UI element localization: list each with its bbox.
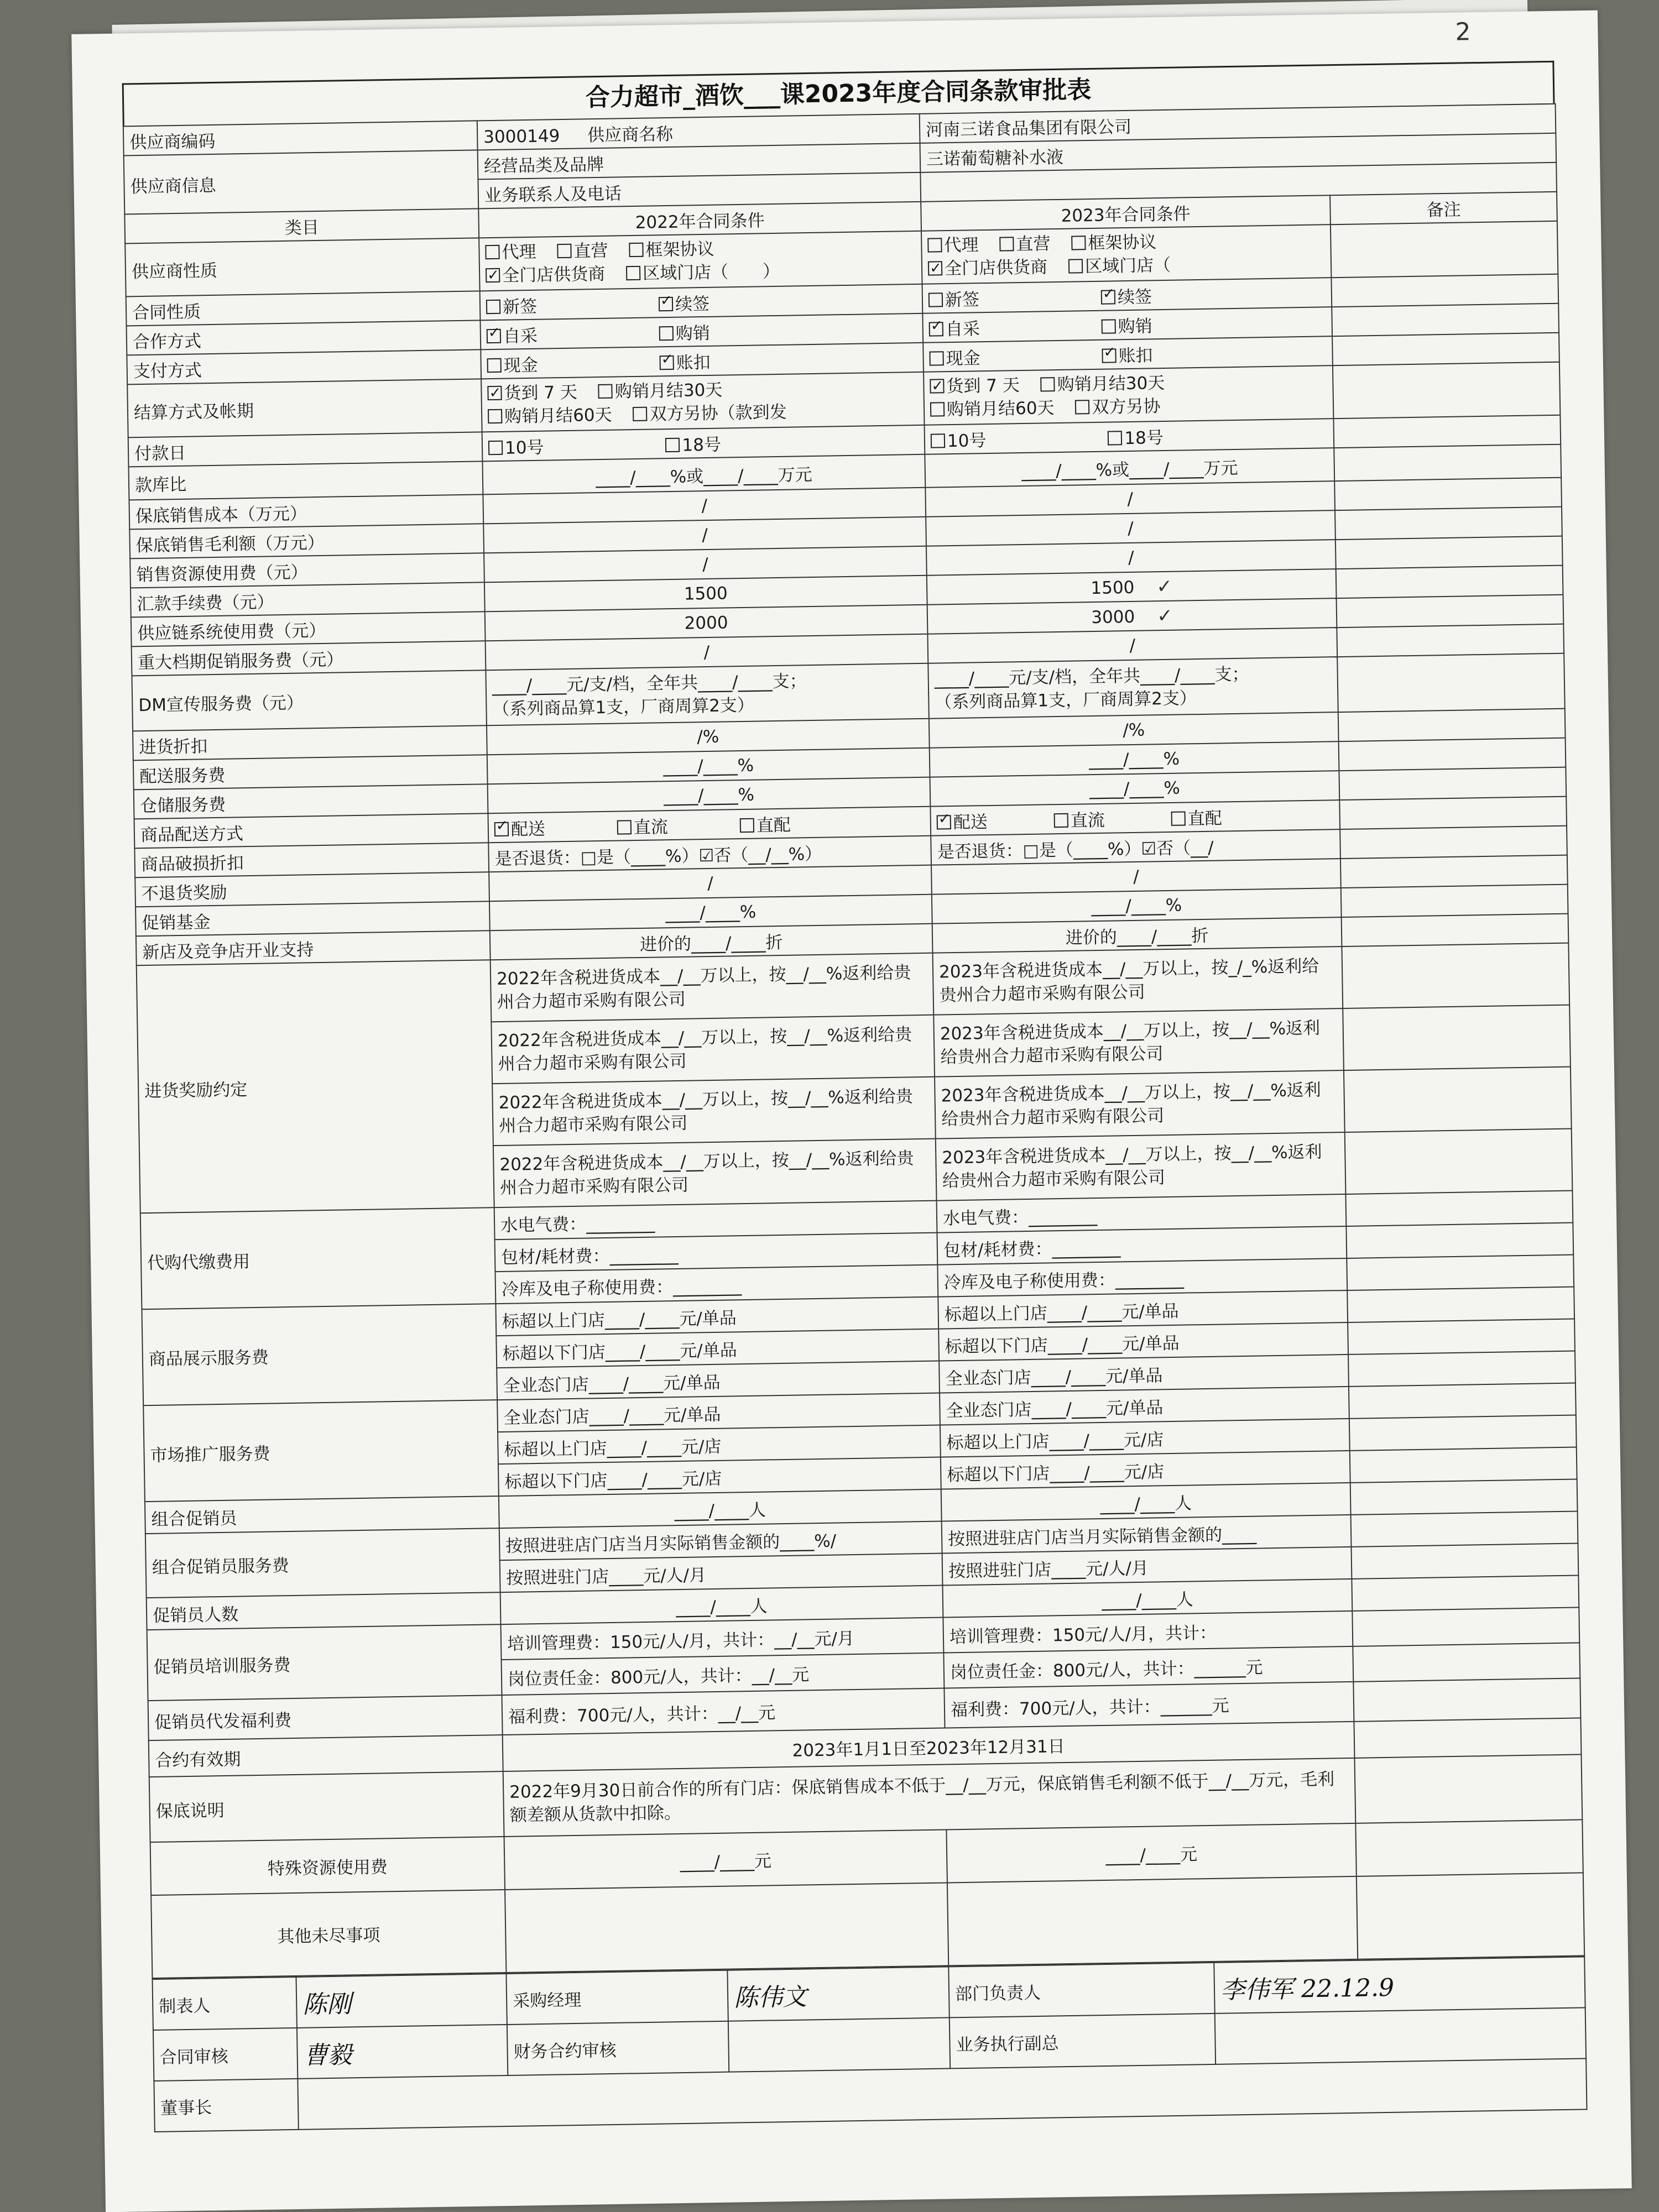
min-margin-2023: / xyxy=(926,510,1335,546)
note-cell xyxy=(1340,826,1567,859)
display-2022-1: 标超以上门店____/____元/单品 xyxy=(495,1297,938,1336)
checkbox-icon xyxy=(488,409,502,423)
display-2023-1: 标超以上门店____/____元/单品 xyxy=(938,1290,1348,1329)
valid-period: 2023年1月1日至2023年12月31日 xyxy=(503,1722,1355,1771)
payday-2022: 10号 18号 xyxy=(482,425,925,462)
contact-label: 业务联系人及电话 xyxy=(478,172,921,209)
form-title: 合力超市_酒饮___课2023年度合同条款审批表 xyxy=(122,61,1555,126)
row-label-noreturn: 不退货奖励 xyxy=(135,872,489,907)
note-cell xyxy=(1337,595,1564,627)
checked-box-icon xyxy=(494,822,509,836)
checkbox-icon xyxy=(929,351,943,365)
note-cell xyxy=(1346,1223,1573,1258)
delivery-fee-2023: ____/____% xyxy=(930,741,1339,777)
contract-2022: 新签✓ 续签 xyxy=(480,284,923,321)
dist-2023: ✓ 配送 直流 直配 xyxy=(930,800,1340,836)
welfare-2023: 福利费：700元/人，共计：______元 xyxy=(944,1682,1354,1728)
checkbox-icon xyxy=(928,292,943,307)
checkbox-icon xyxy=(927,238,942,252)
checkbox-icon xyxy=(487,358,502,373)
other-2023 xyxy=(947,1876,1358,1966)
checkbox-icon xyxy=(1071,236,1086,250)
note-cell xyxy=(1345,1191,1573,1226)
noreturn-2023: / xyxy=(931,859,1341,895)
reward-2023-3: 2023年含税进货成本__/__万以上，按__/__%返利给贵州合力超市采购有限公司 xyxy=(935,1070,1345,1139)
combo-2023: ____/____人 xyxy=(941,1483,1351,1521)
supplier-name-label: 供应商名称 xyxy=(587,124,674,146)
checkbox-icon xyxy=(1041,377,1055,391)
reward-2023-4: 2023年含税进货成本__/__万以上，按__/__%返利给贵州合力超市采购有限公司 xyxy=(936,1132,1346,1201)
reward-2022-3: 2022年含税进货成本__/__万以上，按__/__%返利给贵州合力超市采购有限公司 xyxy=(492,1077,936,1146)
row-label-fund: 促销基金 xyxy=(135,901,490,936)
damage-2022: 是否退货：□是（____%）☑否（__/__%） xyxy=(488,836,931,872)
row-label-resource: 销售资源使用费（元） xyxy=(130,553,484,588)
chain-2023: 3000 ✓ xyxy=(927,598,1337,634)
promoter-2023: ____/____人 xyxy=(942,1579,1352,1618)
checkbox-icon xyxy=(659,326,674,341)
market-2022-2: 标超以上门店____/____元/店 xyxy=(498,1425,941,1465)
maker-signature: 陈刚 xyxy=(296,1974,507,2028)
checkbox-icon xyxy=(617,820,632,834)
brand-value: 三诺葡萄糖补水液 xyxy=(920,133,1557,172)
note-cell xyxy=(1335,507,1562,540)
handwritten-check-icon: ✓ xyxy=(1156,575,1173,598)
row-label-market: 市场推广服务费 xyxy=(143,1400,499,1502)
checkbox-icon xyxy=(931,433,945,448)
nature-2022: 代理 直营 框架协议 ✓全门店供货商 区域门店（ ） xyxy=(479,231,922,291)
note-cell xyxy=(1342,914,1569,946)
coop-2023: ✓ 自采 购销 xyxy=(922,307,1332,343)
row-label-train: 促销员培训服务费 xyxy=(147,1624,502,1701)
vp-label: 业务执行副总 xyxy=(950,2014,1215,2069)
row-label-chain: 供应链系统使用费（元） xyxy=(131,611,486,646)
buy-manager-label: 采购经理 xyxy=(506,1970,728,2025)
supplier-name: 河南三诺食品集团有限公司 xyxy=(920,104,1556,143)
display-2022-3: 全业态门店____/____元/单品 xyxy=(497,1361,940,1400)
row-label-damage: 商品破损折扣 xyxy=(134,843,489,877)
checked-box-icon xyxy=(928,261,942,275)
market-2023-2: 标超以上门店____/____元/店 xyxy=(940,1419,1350,1457)
note-cell xyxy=(1339,767,1566,800)
chairman-label: 董事长 xyxy=(154,2079,298,2132)
resource-2022: / xyxy=(484,546,927,583)
audit-signature: 曹毅 xyxy=(297,2025,508,2079)
checkbox-icon xyxy=(486,300,500,314)
reward-2022-1: 2022年含税进货成本__/__万以上，按__/__%返利给贵州合力超市采购有限公司 xyxy=(491,953,934,1022)
note-cell xyxy=(1352,1575,1579,1610)
display-2023-2: 标超以下门店____/____元/单品 xyxy=(938,1322,1348,1361)
pay-2022: 现金✓ 账扣 xyxy=(481,343,924,379)
note-cell xyxy=(1338,709,1566,741)
reward-2022-2: 2022年含税进货成本__/__万以上，按__/__%返利给贵州合力超市采购有限公司 xyxy=(491,1015,935,1084)
row-label-promo: 重大档期促销服务费（元） xyxy=(132,641,486,676)
combo-fee-2023-1: 按照进驻店门店当月实际销售金额的____ xyxy=(942,1515,1352,1554)
note-cell xyxy=(1335,536,1563,569)
other-2022 xyxy=(505,1882,948,1973)
checkbox-icon xyxy=(665,438,680,452)
row-label-contract: 合同性质 xyxy=(126,291,481,326)
proxy-2023-1: 水电气费：________ xyxy=(937,1194,1347,1233)
maker-label: 制表人 xyxy=(153,1977,297,2030)
note-cell xyxy=(1333,415,1561,448)
row-label-special: 特殊资源使用费 xyxy=(150,1837,505,1895)
display-2022-2: 标超以下门店____/____元/单品 xyxy=(496,1329,939,1368)
note-cell xyxy=(1349,1383,1576,1419)
train-2022-1: 培训管理费：150元/人/月，共计：__/__元/月 xyxy=(500,1618,943,1660)
checkbox-icon xyxy=(488,441,503,455)
note-cell xyxy=(1353,1643,1580,1681)
checkbox-icon xyxy=(1171,811,1186,825)
dept-head-signature: 李伟军 22.12.9 xyxy=(1214,1957,1585,2014)
note-cell xyxy=(1339,738,1566,771)
min-cost-2022: / xyxy=(483,488,926,524)
supplier-info-label: 供应商信息 xyxy=(124,150,479,214)
special-2022: ____/____元 xyxy=(504,1829,947,1890)
note-cell xyxy=(1337,624,1564,657)
row-label-dm: DM宣传服务费（元） xyxy=(132,670,486,731)
settle-2023: ✓货到 7 天 购销月结30天 购销月结60天 双方另协 xyxy=(924,365,1333,425)
row-label-min-margin: 保底销售毛利额（万元） xyxy=(129,524,484,558)
finance-signature xyxy=(728,2017,950,2072)
checkbox-icon xyxy=(633,407,647,421)
checked-box-icon xyxy=(1101,290,1115,304)
pay-2023: 现金✓ 账扣 xyxy=(923,336,1333,372)
checkbox-icon xyxy=(629,243,643,257)
buy-manager-signature: 陈伟文 xyxy=(727,1967,949,2021)
proxy-2023-2: 包材/耗材费：________ xyxy=(937,1226,1347,1265)
note-cell xyxy=(1331,221,1558,278)
reward-2023-1: 2023年含税进货成本__/__万以上，按_/_%返利给贵州合力超市采购有限公司 xyxy=(933,946,1343,1015)
checkbox-icon xyxy=(999,237,1014,251)
combo-fee-2023-2: 按照进驻门店____元/人/月 xyxy=(942,1547,1352,1586)
train-2023-1: 培训管理费：150元/人/月，共计： xyxy=(943,1611,1353,1653)
checkbox-icon xyxy=(1068,259,1083,273)
checked-box-icon xyxy=(486,268,500,283)
row-label-proxy: 代购代缴费用 xyxy=(140,1207,496,1309)
approval-form-page xyxy=(71,11,1632,2212)
row-label-newstore: 新店及竞争店开业支持 xyxy=(136,930,491,965)
note-cell xyxy=(1348,1351,1575,1387)
row-label-settle: 结算方式及帐期 xyxy=(127,379,482,437)
note-cell xyxy=(1340,855,1568,888)
checkbox-icon xyxy=(1075,400,1089,414)
row-label-combo: 组合促销员 xyxy=(145,1496,499,1534)
note-cell xyxy=(1355,1819,1583,1876)
checked-box-icon xyxy=(659,355,674,370)
note-cell xyxy=(1332,304,1559,336)
approval-table xyxy=(123,103,1585,1979)
note-cell xyxy=(1341,885,1568,917)
ratio-2023: ____/____%或____/____万元 xyxy=(925,448,1334,488)
corner-page-note: 2 xyxy=(1455,18,1471,46)
newstore-2022: 进价的____/____折 xyxy=(490,924,933,960)
checkbox-icon xyxy=(930,402,945,416)
newstore-2023: 进价的____/____折 xyxy=(932,917,1342,953)
row-label-reward: 进货奖励约定 xyxy=(137,960,494,1213)
note-cell xyxy=(1351,1543,1578,1578)
note-cell xyxy=(1348,1319,1575,1355)
checked-box-icon xyxy=(929,322,943,336)
storage-2023: ____/____% xyxy=(930,771,1340,807)
payday-2023: 10号 18号 xyxy=(925,419,1334,454)
audit-label: 合同审核 xyxy=(153,2028,298,2081)
row-label-discount: 进货折扣 xyxy=(133,725,487,760)
dm-2023: ____/____元/支/档，全年共____/____支； （系列商品算1支，厂商周算2支） xyxy=(928,657,1338,719)
row-label-remit: 汇款手续费（元） xyxy=(131,582,485,617)
category-label: 类目 xyxy=(124,208,479,243)
coop-2022: ✓ 自采 购销 xyxy=(480,313,923,350)
dept-head-label: 部门负责人 xyxy=(948,1963,1214,2018)
note-cell xyxy=(1353,1678,1580,1721)
vp-signature xyxy=(1215,2007,1586,2064)
checkbox-icon xyxy=(485,245,499,259)
promoter-2022: ____/____人 xyxy=(500,1586,943,1625)
proxy-2023-3: 冷库及电子称使用费：________ xyxy=(937,1258,1347,1297)
row-label-guarantee: 保底说明 xyxy=(149,1771,504,1842)
note-cell xyxy=(1342,943,1569,1008)
note-cell xyxy=(1344,1067,1572,1132)
combo-2022: ____/____人 xyxy=(499,1489,942,1529)
checkbox-icon xyxy=(1054,813,1068,828)
checked-box-icon xyxy=(659,297,673,311)
special-2023: ____/____元 xyxy=(946,1823,1356,1883)
note-cell xyxy=(1339,797,1567,829)
resource-2023: / xyxy=(926,540,1336,576)
checked-box-icon xyxy=(487,386,502,400)
note-cell xyxy=(1345,1129,1573,1194)
proxy-2022-1: 水电气费：________ xyxy=(494,1201,937,1240)
note-cell xyxy=(1343,1005,1571,1070)
fund-2023: ____/____% xyxy=(932,888,1342,924)
row-label-promoter: 促销员人数 xyxy=(147,1592,501,1630)
delivery-fee-2022: ____/____% xyxy=(487,748,930,785)
proxy-2022-2: 包材/耗材费：________ xyxy=(495,1233,938,1272)
min-margin-2022: / xyxy=(483,517,926,553)
note-cell xyxy=(1347,1255,1574,1290)
checked-box-icon xyxy=(1102,348,1116,363)
note-cell xyxy=(1334,478,1562,510)
contract-2023: 新签✓ 续签 xyxy=(922,278,1332,313)
combo-fee-2022-2: 按照进驻门店____元/人/月 xyxy=(500,1554,943,1593)
checked-box-icon xyxy=(937,815,951,829)
column-2023: 2023年合同条件 xyxy=(921,195,1331,231)
checkbox-icon xyxy=(1108,431,1122,445)
row-label-pay: 支付方式 xyxy=(127,349,481,384)
note-cell xyxy=(1354,1754,1582,1823)
dm-2022: ____/____元/支/档，全年共____/____支； （系列商品算1支，厂商周算2支） xyxy=(486,663,928,726)
finance-label: 财务合约审核 xyxy=(507,2021,729,2075)
row-label-valid: 合约有效期 xyxy=(149,1735,503,1777)
checkbox-icon xyxy=(740,818,754,833)
row-label-delivery-fee: 配送服务费 xyxy=(133,755,488,789)
row-label-display: 商品展示服务费 xyxy=(142,1304,497,1405)
checkbox-icon xyxy=(557,244,571,258)
remit-2022: 1500 xyxy=(484,576,927,612)
proxy-2022-3: 冷库及电子称使用费：________ xyxy=(495,1265,938,1304)
checkbox-icon xyxy=(598,384,613,399)
market-2023-3: 标超以下门店____/____元/店 xyxy=(941,1451,1350,1489)
brand-label: 经营品类及品牌 xyxy=(478,143,921,180)
note-cell xyxy=(1337,653,1565,712)
guarantee-text: 2022年9月30日前合作的所有门店：保底销售成本不低于__/__万元，保底销售毛利额不低于__/__万元，毛利额差额从货款中扣除。 xyxy=(503,1758,1356,1837)
discount-2022: /% xyxy=(487,719,930,755)
promo-2023: / xyxy=(927,627,1337,663)
note-cell xyxy=(1354,1718,1581,1758)
row-label-min-cost: 保底销售成本（万元） xyxy=(129,494,483,529)
supplier-code-label: 供应商编码 xyxy=(123,121,478,155)
train-2022-2: 岗位责任金：800元/人，共计：__/__元 xyxy=(502,1653,945,1696)
note-cell xyxy=(1351,1511,1578,1546)
note-cell xyxy=(1336,566,1563,598)
noreturn-2022: / xyxy=(489,865,932,902)
reward-2022-4: 2022年含税进货成本__/__万以上，按__/__%返利给贵州合力超市采购有限公司 xyxy=(493,1139,937,1208)
nature-2023: 代理 直营 框架协议 ✓全门店供货商 区域门店（ xyxy=(921,224,1331,284)
note-cell xyxy=(1357,1873,1584,1959)
row-label-dist: 商品配送方式 xyxy=(134,813,489,848)
damage-2023: 是否退货：□是（____%）☑否（__/ xyxy=(931,829,1340,865)
chain-2022: 2000 xyxy=(485,605,928,641)
checked-box-icon xyxy=(930,379,944,393)
ratio-2022: ____/____%或____/____万元 xyxy=(482,454,925,495)
row-label-storage: 仓储服务费 xyxy=(134,784,488,819)
note-cell xyxy=(1332,333,1559,365)
row-label-welfare: 促销员代发福利费 xyxy=(148,1695,503,1740)
discount-2023: /% xyxy=(929,712,1339,748)
note-cell xyxy=(1334,445,1561,481)
fund-2022: ____/____% xyxy=(489,895,932,931)
row-label-combo-fee: 组合促销员服务费 xyxy=(145,1528,500,1598)
promo-2022: / xyxy=(486,634,928,671)
note-cell xyxy=(1333,362,1560,419)
note-cell xyxy=(1352,1607,1579,1646)
note-cell xyxy=(1350,1447,1577,1482)
market-2022-3: 标超以下门店____/____元/店 xyxy=(498,1457,941,1497)
reward-2023-2: 2023年含税进货成本__/__万以上，按__/__%返利给贵州合力超市采购有限公司 xyxy=(933,1008,1344,1077)
row-label-other: 其他未尽事项 xyxy=(151,1890,506,1978)
supplier-code: 3000149 供应商名称 xyxy=(477,114,920,150)
remit-2023: 1500 ✓ xyxy=(927,569,1337,605)
min-cost-2023: / xyxy=(925,481,1335,517)
row-label-nature: 供应商性质 xyxy=(125,238,479,296)
settle-2022: ✓货到 7 天 购销月结30天 购销月结60天 双方另协（款到发 xyxy=(481,372,924,432)
combo-fee-2022-1: 按照进驻店门店当月实际销售金额的____%/ xyxy=(499,1521,942,1561)
dist-2022: ✓ 配送 直流 直配 xyxy=(488,807,931,843)
row-label-payday: 付款日 xyxy=(128,432,483,467)
market-2022-1: 全业态门店____/____元/单品 xyxy=(497,1393,940,1432)
note-cell xyxy=(1331,274,1558,307)
checked-box-icon xyxy=(487,329,501,343)
handwritten-check-icon: ✓ xyxy=(1156,604,1173,627)
checkbox-icon xyxy=(626,266,640,280)
note-cell xyxy=(1349,1415,1577,1450)
note-cell xyxy=(1347,1287,1574,1322)
signature-table xyxy=(152,1956,1587,2132)
row-label-ratio: 款库比 xyxy=(129,461,483,500)
row-label-coop: 合作方式 xyxy=(127,320,481,355)
train-2023-2: 岗位责任金：800元/人，共计：______元 xyxy=(943,1646,1353,1688)
market-2023-1: 全业态门店____/____元/单品 xyxy=(940,1387,1349,1425)
checkbox-icon xyxy=(1102,319,1116,333)
storage-2022: ____/____% xyxy=(488,777,931,814)
note-cell xyxy=(1350,1479,1578,1514)
column-note: 备注 xyxy=(1330,192,1557,224)
form-frame xyxy=(122,61,1587,2132)
display-2023-3: 全业态门店____/____元/单品 xyxy=(939,1355,1349,1393)
column-2022: 2022年合同条件 xyxy=(478,202,921,238)
welfare-2022: 福利费：700元/人，共计：__/__元 xyxy=(502,1688,945,1735)
